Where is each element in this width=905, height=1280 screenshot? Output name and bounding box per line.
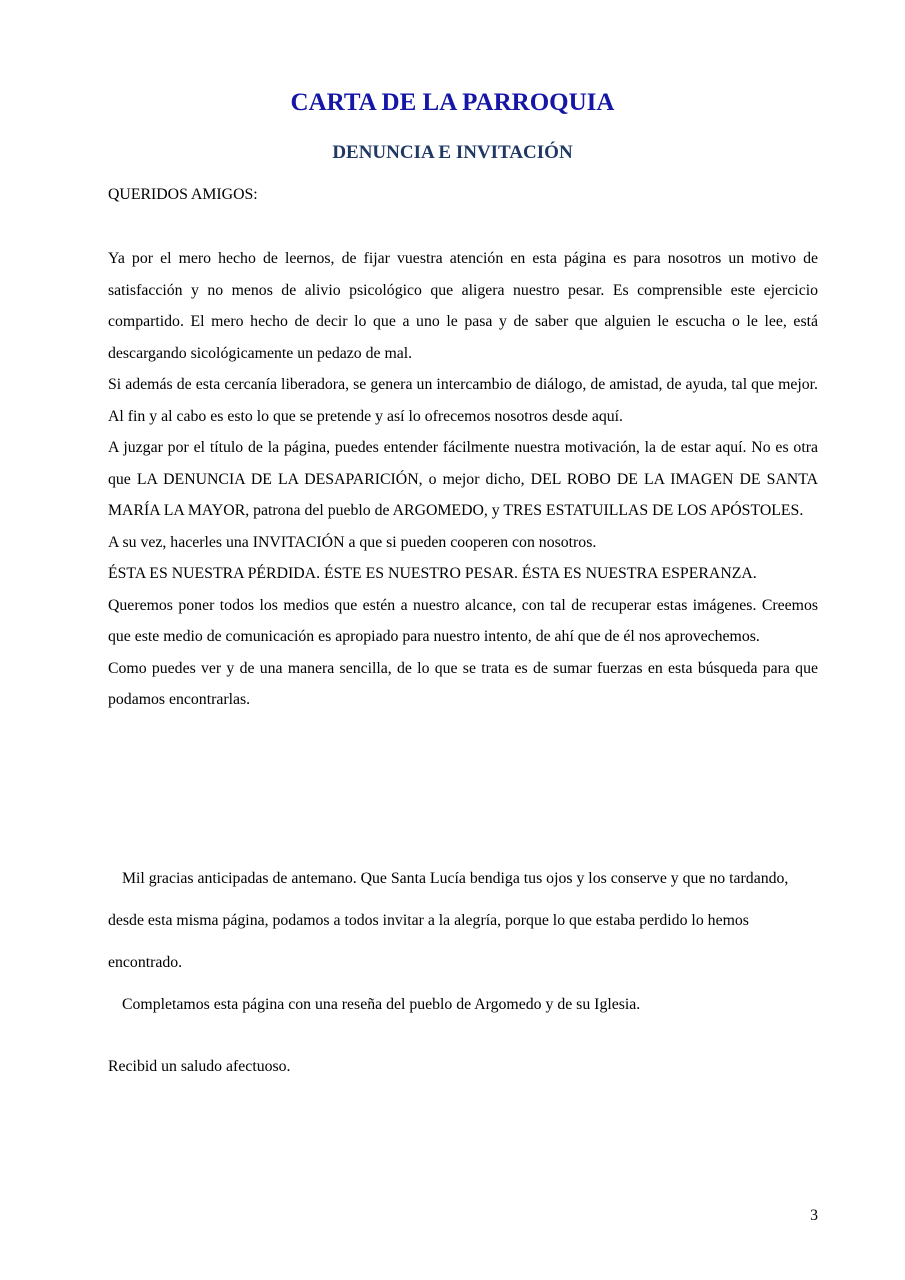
letter-closing xyxy=(108,858,818,1026)
body-paragraph: ÉSTA ES NUESTRA PÉRDIDA. ÉSTE ES NUESTRO PESAR. ÉSTA ES NUESTRA ESPERANZA. xyxy=(108,565,757,582)
body-paragraph: A juzgar por el título de la página, puedes entender fácilmente nuestra motivación, la de estar aquí. No es otra que LA DENUNCIA DE LA DESAPARICIÓN, o mejor dicho, DEL ROBO DE LA IMAGEN DE SANTA MARÍA LA MAYOR, patrona del pueblo de ARGOMEDO, y TRES ESTATUILLAS DE LOS APÓSTOLES. xyxy=(108,439,818,519)
farewell: Recibid un saludo afectuoso. xyxy=(108,1058,291,1075)
body-paragraph: Si además de esta cercanía liberadora, se genera un intercambio de diálogo, de amistad, de ayuda, tal que mejor. Al fin y al cabo es esto lo que se pretende y así lo ofrecemos nosotros desde aquí. xyxy=(108,376,818,425)
closing-paragraph: Completamos esta página con una reseña del pueblo de Argomedo y de su Iglesia. xyxy=(122,996,641,1013)
body-paragraph: Queremos poner todos los medios que estén a nuestro alcance, con tal de recuperar estas imágenes. Creemos que este medio de comunicación es apropiado para nuestro intento, de ahí que de él nos aprovechemos. xyxy=(108,596,818,645)
body-paragraph: Como puedes ver y de una manera sencilla, de lo que se trata es de sumar fuerzas en esta búsqueda para que podamos encontrarlas. xyxy=(108,659,818,708)
body-paragraph: Ya por el mero hecho de leernos, de fijar vuestra atención en esta página es para nosotros un motivo de satisfacción y no menos de alivio psicológico que aligera nuestro pesar. Es comprensible este ejercicio compartido. El mero hecho de decir lo que a uno le pasa y de saber que alguien le escucha o le lee, está descargando sicológicamente un pedazo de mal. xyxy=(108,250,818,362)
body-paragraph: A su vez, hacerles una INVITACIÓN a que si pueden cooperen con nosotros. xyxy=(108,533,597,551)
page-subtitle: DENUNCIA E INVITACIÓN xyxy=(332,142,573,163)
salutation: QUERIDOS AMIGOS: xyxy=(108,186,258,203)
page-number: 3 xyxy=(810,1207,818,1224)
page-title: CARTA DE LA PARROQUIA xyxy=(290,89,615,116)
closing-paragraph: Mil gracias anticipadas de antemano. Que Santa Lucía bendiga tus ojos y los conserve y que no tardando, desde esta misma página, podamos a todos invitar a la alegría, porque lo que estaba perdido lo hemos encontrado. xyxy=(108,870,789,971)
letter-body xyxy=(108,243,818,716)
